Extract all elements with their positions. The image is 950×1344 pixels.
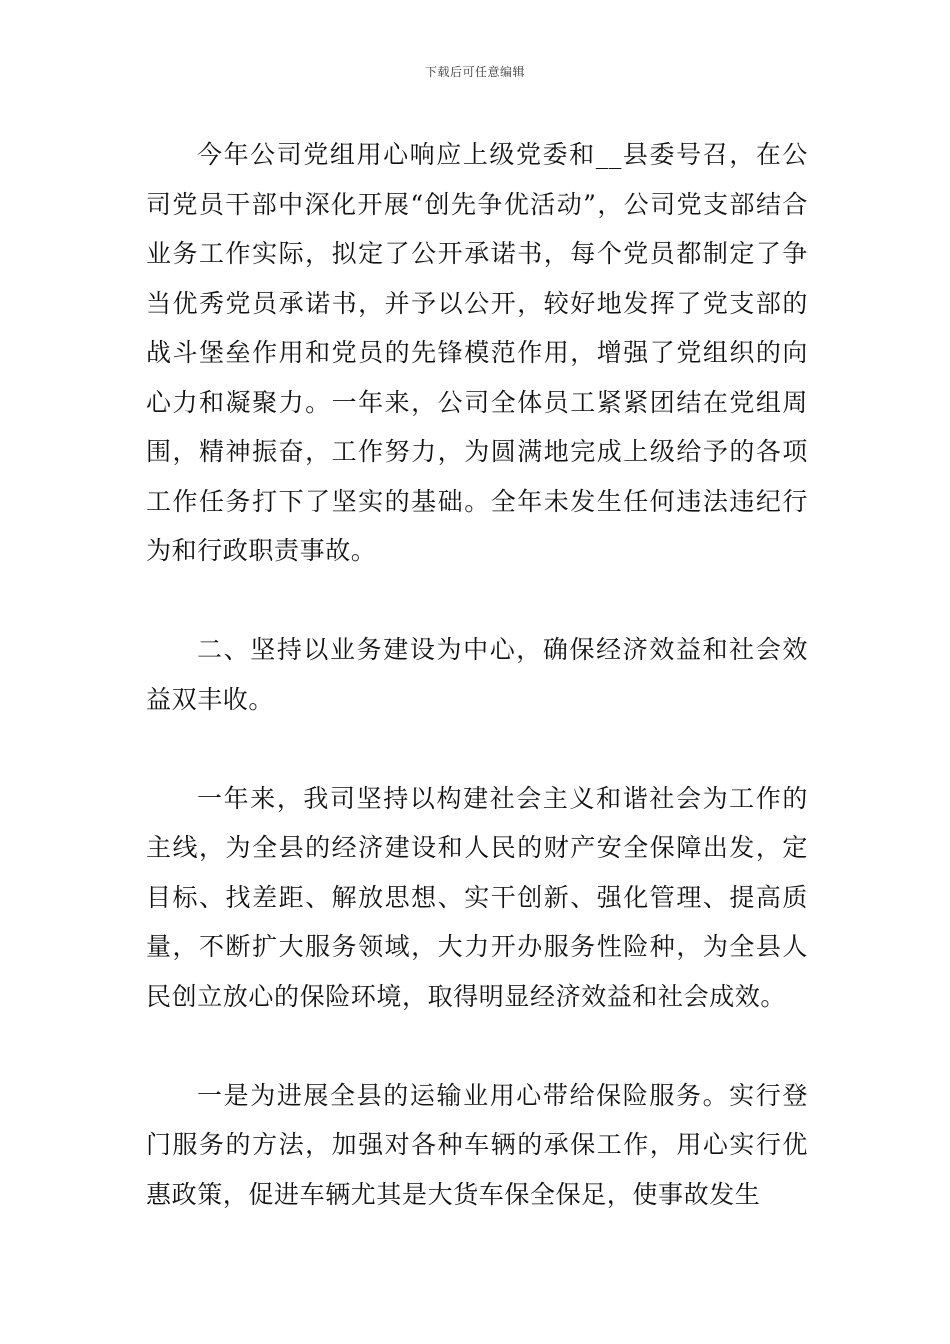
section-heading-business: 二、坚持以业务建设为中心，确保经济效益和社会效益双丰收。: [146, 635, 808, 714]
paragraph-business-overview: 一年来，我司坚持以构建社会主义和谐社会为工作的主线，为全县的经济建设和人民的财产安全保障出发，定目标、找差距、解放思想、实干创新、强化管理、提高质量，不断扩大服务领域，大力开办服务性险种，为全县人民创立放心的保险环境，取得明显经济效益和社会成效。: [146, 783, 808, 1011]
paragraph-transport-insurance: 一是为进展全县的运输业用心带给保险服务。实行登门服务的方法，加强对各种车辆的承保工作，用心实行优惠政策，促进车辆尤其是大货车保全保足，使事故发生: [146, 1080, 808, 1209]
page-header: 下载后可任意编辑: [424, 65, 525, 79]
paragraph-party-work: 今年公司党组用心响应上级党委和__县委号召，在公司党员干部中深化开展“创先争优活动”，公司党支部结合业务工作实际，拟定了公开承诺书，每个党员都制定了争当优秀党员承诺书，并予以公开，较好地发挥了党支部的战斗堡垒作用和党员的先锋模范作用，增强了党组织的向心力和凝聚力。一年来，公司全体员工紧紧团结在党组周围，精神振奋，工作努力，为圆满地完成上级给予的各项工作任务打下了坚实的基础。全年未发生任何违法违纪行为和行政职责事故。: [146, 140, 808, 565]
document-body: [146, 130, 808, 1219]
